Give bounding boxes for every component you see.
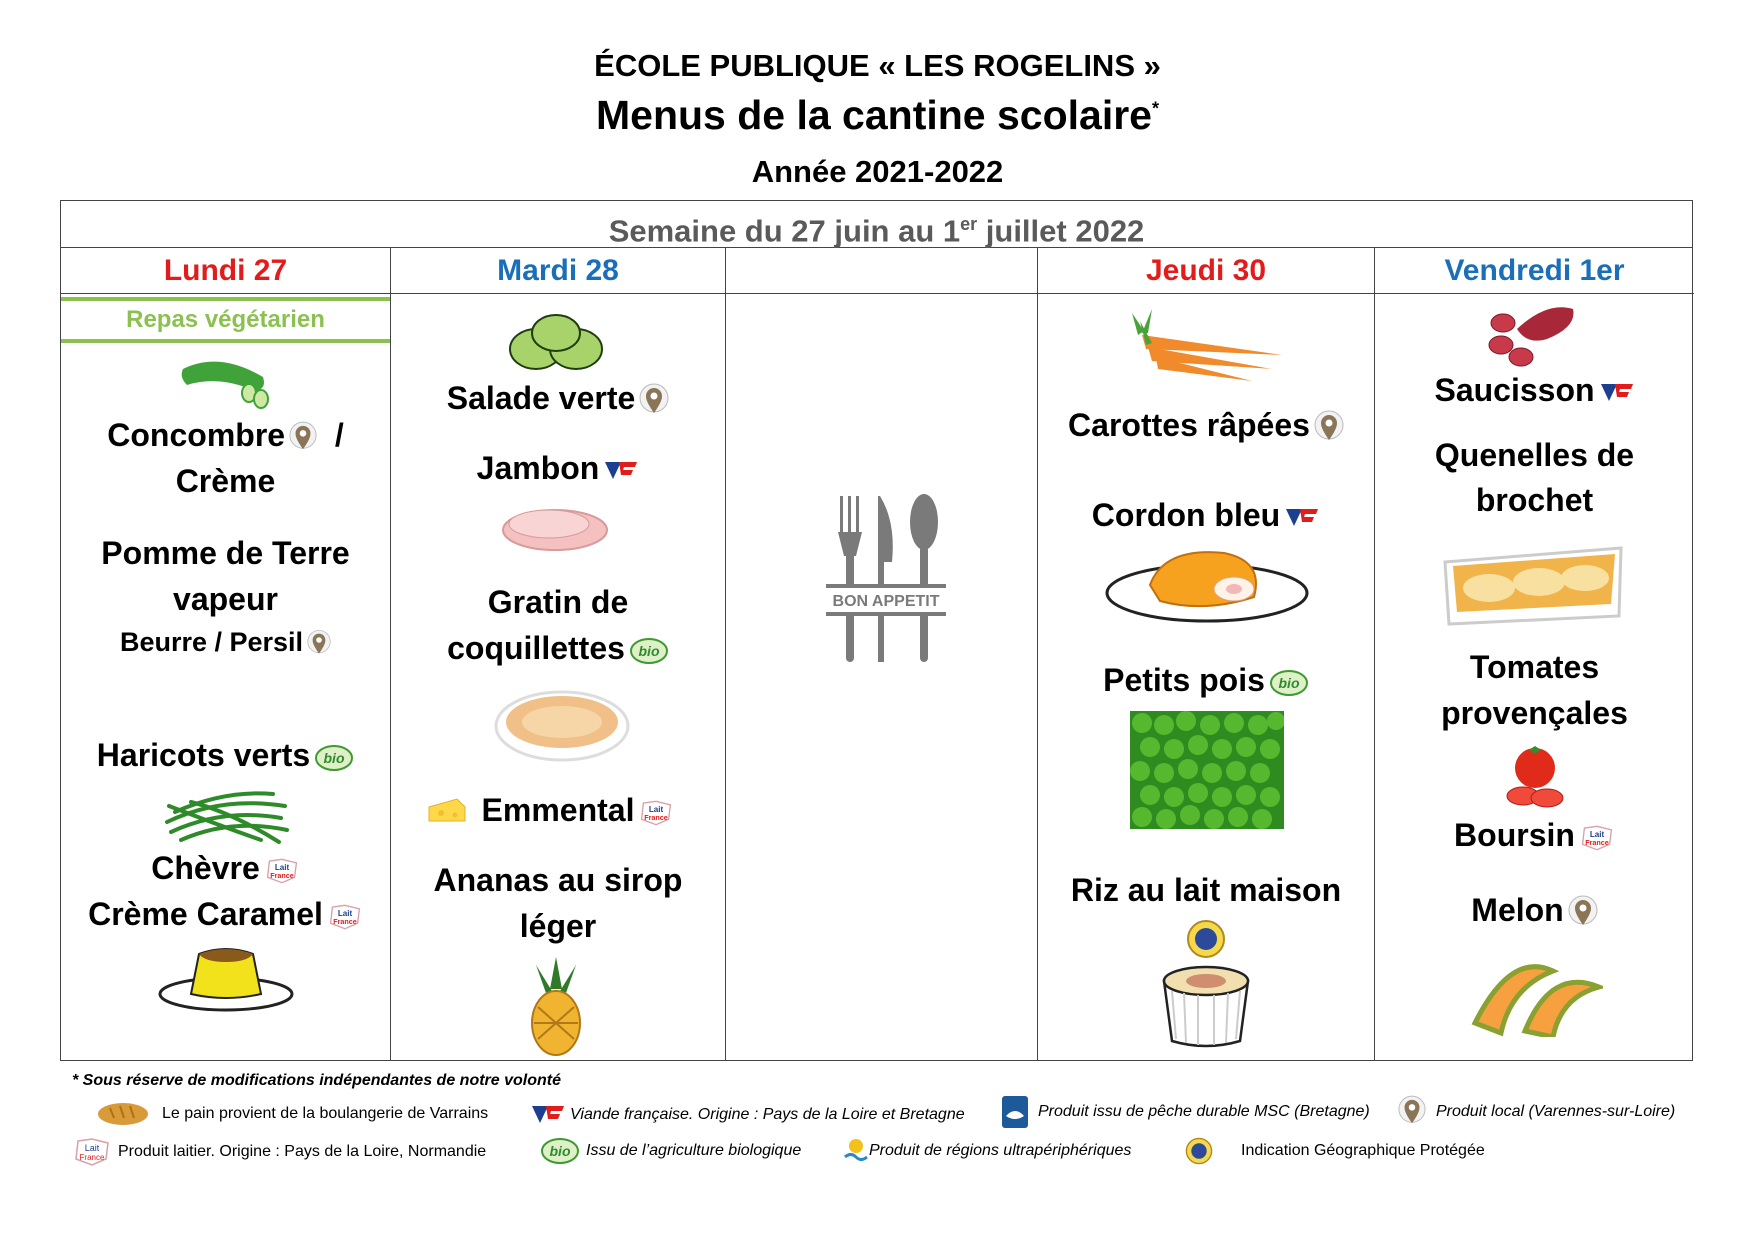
dish-emmental [431, 787, 725, 833]
local-product-icon [289, 421, 317, 455]
legend-igp-text: Indication Géographique Protégée [1241, 1142, 1485, 1159]
peas-image [1130, 711, 1284, 829]
bon-appetit-text: BON APPETIT [832, 593, 940, 610]
dish-chevre-text: Chèvre [151, 850, 260, 886]
footnote: * Sous réserve de modifications indépendantes de notre volonté [72, 1072, 561, 1089]
day-friday: Vendredi 1er [1375, 247, 1694, 294]
dish-tomates: Tomates [1469, 649, 1600, 685]
rice-pudding-image [1158, 961, 1254, 1049]
dairy-france-icon [638, 799, 674, 827]
legend-bio-text: Issu de l’agriculture biologique [586, 1142, 802, 1159]
dish-coquillettes-text: coquillettes [447, 630, 625, 666]
dish-cordon-bleu [1038, 492, 1374, 538]
dish-salade-text: Salade verte [446, 380, 636, 416]
legend-bread-text: Le pain provient de la boulangerie de Varrains [162, 1105, 489, 1122]
school-year: Année 2021-2022 [751, 154, 1004, 189]
quenelles-image [1439, 532, 1627, 628]
dairy-france-icon [72, 1137, 112, 1167]
day-tuesday: Mardi 28 [391, 247, 725, 294]
ham-image [499, 500, 615, 556]
dish-melon-text: Melon [1471, 892, 1564, 928]
dish-chevre [61, 845, 390, 891]
column-tuesday [391, 247, 726, 1060]
legend-bread [96, 1100, 488, 1128]
week-sup: er [960, 214, 978, 234]
legend-meat-text: Viande française. Origine : Pays de la Loire et Bretagne [570, 1106, 965, 1123]
cordon-bleu-image [1104, 543, 1310, 625]
french-meat-icon [1284, 506, 1320, 530]
cucumber-image [179, 347, 275, 413]
dairy-france-icon [1579, 824, 1615, 852]
dish-coquillettes [391, 625, 725, 671]
dish-carottes-text: Carottes râpées [1068, 407, 1310, 443]
dish-cordon-bleu-text: Cordon bleu [1091, 497, 1281, 533]
dish-beurre-persil-text: Beurre / Persil [119, 627, 304, 657]
local-product-icon [1314, 410, 1344, 446]
dish-leger: léger [519, 908, 597, 944]
french-meat-icon [530, 1103, 566, 1127]
day-thursday: Jeudi 30 [1038, 247, 1374, 294]
dairy-france-icon [264, 857, 300, 885]
dish-riz-au-lait: Riz au lait maison [1070, 872, 1342, 908]
dish-brochet: brochet [1475, 482, 1594, 518]
legend-dairy [72, 1137, 486, 1167]
school-name: ÉCOLE PUBLIQUE « LES ROGELINS » [594, 48, 1161, 83]
dish-haricots-text: Haricots verts [96, 737, 311, 773]
dish-creme-caramel-text: Crème Caramel [88, 896, 323, 932]
legend-meat [530, 1103, 965, 1127]
legend-outremer-text: Produit de régions ultrapériphériques [869, 1142, 1132, 1159]
gratin-image [491, 680, 633, 766]
melon-image [1471, 947, 1603, 1037]
legend-local-text: Produit local (Varennes-sur-Loire) [1436, 1103, 1676, 1120]
column-monday [61, 247, 391, 1060]
dish-vapeur: vapeur [173, 581, 278, 617]
legend-local [1398, 1095, 1675, 1129]
dish-pomme-de-terre: Pomme de Terre [101, 535, 350, 571]
dish-creme: Crème [175, 463, 276, 499]
legend-bio [540, 1137, 801, 1165]
bio-icon [540, 1137, 580, 1165]
outremer-icon [843, 1137, 869, 1165]
igp-icon [1186, 919, 1226, 959]
dish-jambon-text: Jambon [476, 450, 600, 486]
bio-icon [629, 637, 669, 665]
dish-haricots-verts [61, 732, 390, 778]
dish-creme-caramel [61, 891, 390, 937]
title-asterisk: * [1151, 98, 1159, 119]
local-product-icon [1398, 1095, 1426, 1129]
legend-fish-text: Produit issu de pêche durable MSC (Bretagne) [1038, 1103, 1370, 1120]
dish-saucisson-text: Saucisson [1434, 372, 1595, 408]
saucisson-image [1487, 299, 1577, 371]
week-title [61, 201, 1692, 248]
dish-boursin [1375, 812, 1694, 858]
dish-salade-verte [391, 375, 725, 421]
dish-provencales: provençales [1441, 695, 1628, 731]
dish-concombre-text: Concombre [107, 417, 286, 453]
igp-icon [1185, 1137, 1213, 1165]
dish-jambon [391, 445, 725, 491]
legend-igp [1185, 1137, 1485, 1165]
title-text: Menus de la cantine scolaire [596, 92, 1152, 138]
local-product-icon [639, 383, 669, 419]
bread-icon [96, 1100, 150, 1128]
week-prefix: Semaine du 27 juin au 1 [608, 213, 961, 249]
french-meat-icon [603, 459, 639, 483]
french-meat-icon [1599, 381, 1635, 405]
day-monday: Lundi 27 [61, 247, 390, 294]
column-friday [1375, 247, 1694, 1060]
legend-dairy-text: Produit laitier. Origine : Pays de la Loire, Normandie [118, 1143, 487, 1160]
dish-beurre-persil [61, 619, 390, 665]
dish-separator: / [334, 417, 344, 453]
dish-carottes-rapees [1038, 402, 1374, 448]
green-beans-image [161, 782, 291, 847]
week-suffix: juillet 2022 [977, 213, 1145, 249]
dish-petits-pois [1038, 657, 1374, 703]
pineapple-image [516, 955, 596, 1057]
page-title [0, 92, 1755, 139]
dish-melon [1375, 887, 1694, 933]
dish-saucisson [1375, 367, 1694, 413]
dairy-france-icon [327, 903, 363, 931]
dish-quenelles: Quenelles de [1434, 437, 1635, 473]
legend-fish [1000, 1094, 1370, 1130]
local-product-icon [307, 629, 331, 659]
dish-gratin-de: Gratin de [487, 584, 629, 620]
local-product-icon [1568, 895, 1598, 931]
bio-icon [1269, 669, 1309, 697]
day-wednesday [726, 247, 1037, 294]
bon-appetit-logo [826, 492, 946, 670]
tomato-image [1503, 744, 1567, 810]
salad-image [506, 309, 606, 375]
dish-petits-pois-text: Petits pois [1103, 662, 1265, 698]
dish-concombre [61, 412, 390, 458]
flan-image [157, 940, 295, 1012]
vegetarian-tag: Repas végétarien [61, 297, 390, 343]
column-wednesday [726, 247, 1038, 1060]
msc-fish-icon [1000, 1094, 1030, 1130]
column-thursday [1038, 247, 1375, 1060]
menu-table [60, 200, 1693, 1061]
legend-outremer [843, 1137, 1131, 1165]
carrots-image [1132, 305, 1292, 385]
dish-emmental-text: Emmental [481, 792, 635, 828]
dish-ananas: Ananas au sirop [433, 862, 683, 898]
bio-icon [314, 744, 354, 772]
dish-boursin-text: Boursin [1454, 817, 1575, 853]
